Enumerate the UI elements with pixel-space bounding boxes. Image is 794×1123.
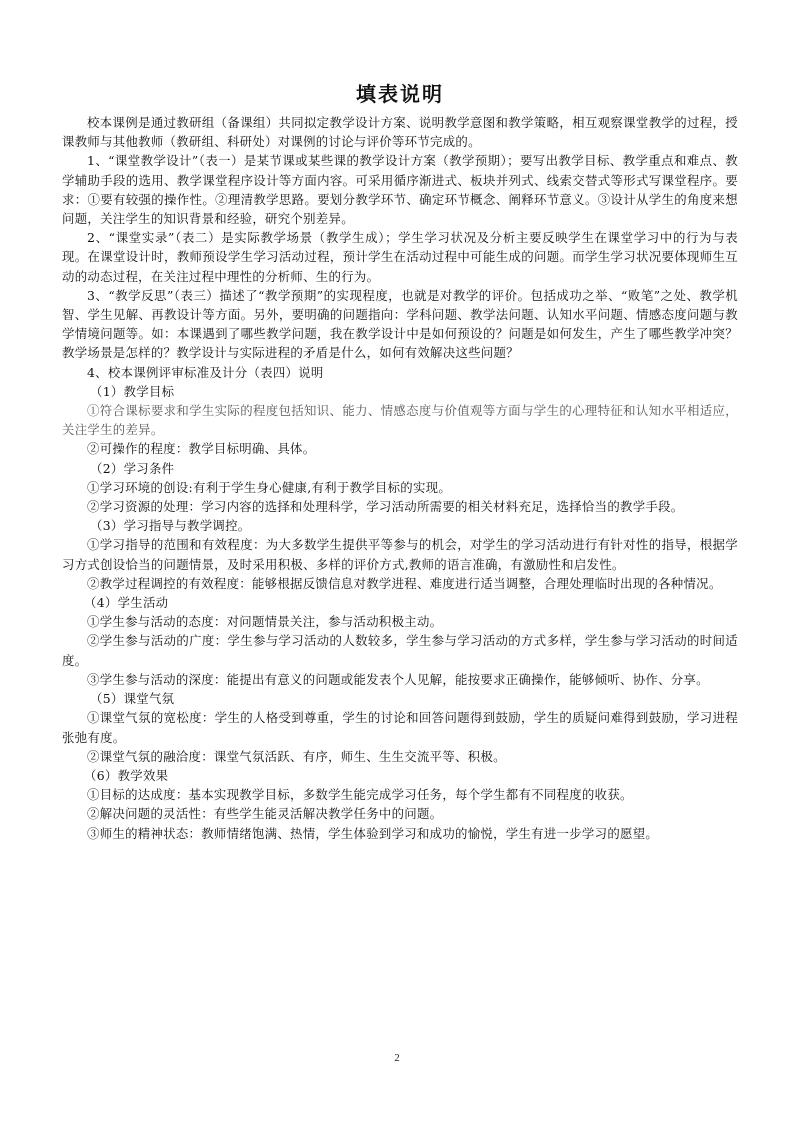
section-4-point-c: ③学生参与活动的深度：能提出有意义的问题或能发表个人见解，能按要求正确操作，能够倾听、协作、分享。	[87, 671, 709, 687]
item-2-paragraph: 2、“课堂实录”（表二）是实际教学场景（教学生成）；学生学习状况及分析主要反映学生在课堂学习中的行为与表现。在课堂设计时，教师预设学生学习活动过程，预计学生在活动过程中可能生成的问题。而学生学习状况要体现师生互动的动态过程，在关注过程中理性的分析师、生的行为。	[62, 230, 738, 284]
section-6-heading: （6）教学效果	[84, 767, 169, 783]
section-5-heading: （5）课堂气氛	[90, 691, 175, 707]
page-number: 2	[394, 1052, 400, 1064]
section-4-point-a: ①学生参与活动的态度：对问题情景关注，参与活动积极主动。	[87, 614, 443, 630]
document-page	[62, 78, 738, 843]
section-3-point-b: ②教学过程调控的有效程度：能够根据反馈信息对教学进程、难度进行适当调整，合理处理临时出现的各种情况。	[87, 575, 722, 591]
section-3-point-a: ①学习指导的范围和有效程度：为大多数学生提供平等参与的机会，对学生的学习活动进行有针对性的指导，根据学习方式创设恰当的问题情景，及时采用积极、多样的评价方式,教师的语言准确，有激励性和启发性。	[62, 537, 738, 572]
section-3-heading: （3）学习指导与教学调控。	[90, 518, 251, 534]
section-4-heading: （4）学生活动	[84, 595, 169, 611]
item-1-paragraph: 1、“课堂教学设计”（表一）是某节课或某些课的教学设计方案（教学预期）；要写出教学目标、教学重点和难点、教学辅助手段的选用、教学课堂程序设计等方面内容。可采用循序渐进式、板块并列式、线索交替式等形式写课堂程序。要求：①要有较强的操作性。②理清教学思路。要划分教学环节、确定环节概念、阐释环节意义。③设计从学生的角度来想问题，关注学生的知识背景和经验，研究个别差异。	[62, 153, 738, 227]
section-4-point-b: ②学生参与活动的广度：学生参与学习活动的人数较多，学生参与学习活动的方式多样，学生参与学习活动的时间适度。	[62, 633, 738, 668]
section-5-point-b: ②课堂气氛的融洽度：课堂气氛活跃、有序，师生、生生交流平等、积极。	[87, 748, 506, 764]
section-1-point-b: ②可操作的程度：教学目标明确、具体。	[87, 441, 316, 457]
intro-paragraph: 校本课例是通过教研组（备课组）共同拟定教学设计方案、说明教学意图和教学策略，相互观察课堂教学的过程，授课教师与其他教师（教研组、科研处）对课例的讨论与评价等环节完成的。	[62, 115, 738, 150]
item-3-paragraph: 3、“教学反思”（表三）描述了“教学预期”的实现程度，也就是对教学的评价。包括成功之举、“败笔”之处、教学机智、学生见解、再教设计等方面。另外，要明确的问题指向：学科问题、教学法问题、认知水平问题、情感态度问题与教学情境问题等。如：本课遇到了哪些教学问题，我在教学设计中是如何预设的？问题是如何发生，产生了哪些教学冲突？教学场景是怎样的？教学设计与实际进程的矛盾是什么，如何有效解决这些问题？	[62, 287, 738, 361]
section-5-point-a: ①课堂气氛的宽松度：学生的人格受到尊重，学生的讨论和回答问题得到鼓励，学生的质疑问难得到鼓励，学习进程张弛有度。	[62, 710, 738, 745]
section-2-point-a: ①学习环境的创设:有利于学生身心健康,有利于教学目标的实现。	[87, 479, 452, 495]
section-6-point-a: ①目标的达成度：基本实现教学目标，多数学生能完成学习任务，每个学生都有不同程度的收获。	[87, 787, 633, 803]
page-title: 填表说明	[356, 82, 444, 106]
section-2-heading: （2）学习条件	[90, 460, 175, 476]
section-2-point-b: ②学习资源的处理：学习内容的选择和处理科学，学习活动所需要的相关材料充足，选择恰当的教学手段。	[87, 499, 684, 515]
item-4-heading: 4、校本课例评审标准及计分（表四）说明	[87, 364, 324, 380]
section-1-point-a: ①符合课标要求和学生实际的程度包括知识、能力、情感态度与价值观等方面与学生的心理特征和认知水平相适应，关注学生的差异。	[62, 403, 738, 438]
section-6-point-b: ②解决问题的灵活性：有些学生能灵活解决教学任务中的问题。	[87, 806, 443, 822]
section-1-heading: （1）教学目标	[90, 383, 175, 399]
section-6-point-c: ③师生的精神状态：教师情绪饱满、热情，学生体验到学习和成功的愉悦，学生有进一步学习的愿望。	[87, 825, 659, 841]
